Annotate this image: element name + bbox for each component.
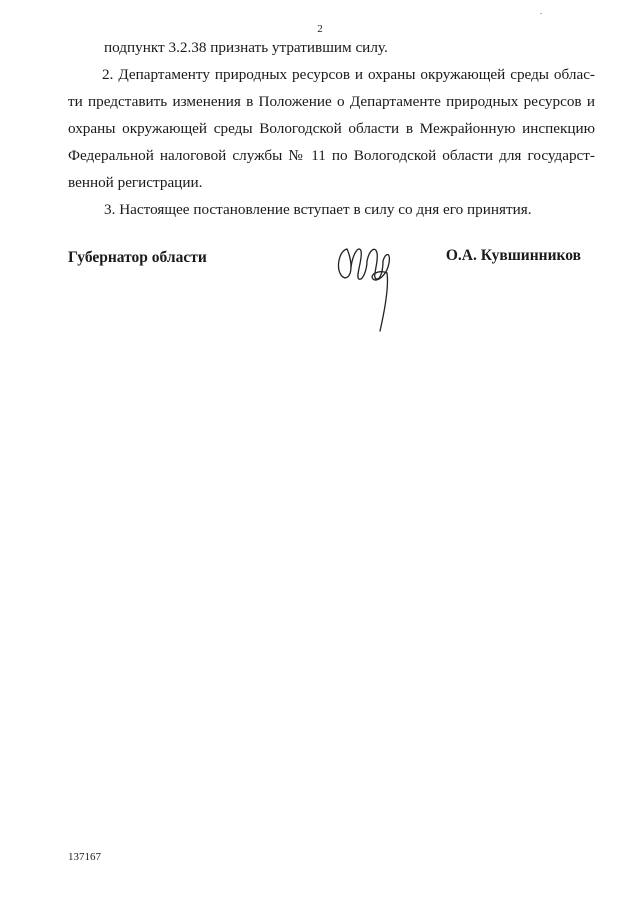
paragraph-2-line-4: Федеральной налоговой службы № 11 по Вологодской области для государст-: [68, 147, 595, 164]
paragraph-2-line-2: ти представить изменения в Положение о Департаменте природных ресурсов и: [68, 93, 595, 110]
paragraph-2-line-3: охраны окружающей среды Вологодской области в Межрайонную инспекцию: [68, 120, 595, 137]
signatory-name: О.А. Кувшинников: [445, 247, 581, 264]
corner-mark: .: [540, 6, 543, 16]
handwritten-signature: [333, 239, 403, 339]
paragraph-2-line-5: венной регистрации.: [68, 174, 203, 191]
paragraph-1-tail: подпункт 3.2.38 признать утратившим силу.: [104, 39, 388, 56]
paragraph-3: 3. Настоящее постановление вступает в силу со дня его принятия.: [104, 201, 532, 218]
signature-block: [68, 247, 595, 337]
page-number: 2: [317, 23, 323, 35]
document-code: 137167: [68, 851, 101, 863]
document-body: [68, 34, 595, 223]
signatory-title: Губернатор области: [68, 249, 207, 266]
paragraph-2-line-1: 2. Департаменту природных ресурсов и охраны окружающей среды облас-: [102, 66, 595, 83]
